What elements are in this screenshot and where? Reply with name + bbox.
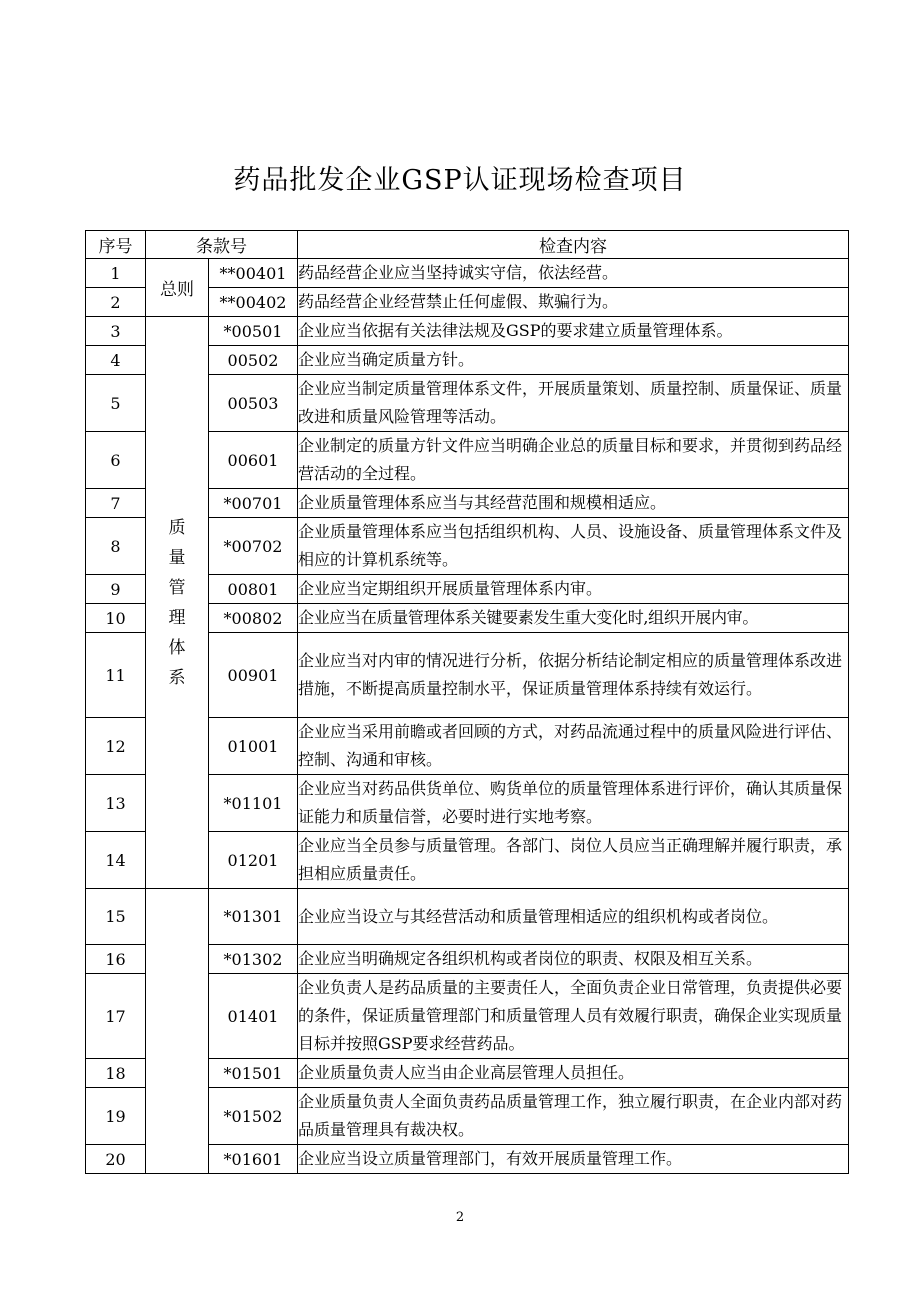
row-content: 企业应当确定质量方针。 <box>298 346 849 375</box>
row-content: 企业应当设立与其经营活动和质量管理相适应的组织机构或者岗位。 <box>298 889 849 945</box>
row-content: 企业应当对药品供货单位、购货单位的质量管理体系进行评价，确认其质量保证能力和质量信誉，必要时进行实地考察。 <box>298 775 849 832</box>
row-code: *01501 <box>209 1059 298 1088</box>
row-code: *00802 <box>209 604 298 633</box>
page-title: 药品批发企业GSP认证现场检查项目 <box>233 165 687 196</box>
row-seq: 8 <box>86 518 146 575</box>
page-number: 2 <box>455 1210 465 1225</box>
row-content: 企业应当采用前瞻或者回顾的方式，对药品流通过程中的质量风险进行评估、控制、沟通和审核。 <box>298 718 849 775</box>
row-content: 药品经营企业经营禁止任何虚假、欺骗行为。 <box>298 288 849 317</box>
row-seq: 12 <box>86 718 146 775</box>
row-code: **00402 <box>209 288 298 317</box>
row-code: *01101 <box>209 775 298 832</box>
row-code: 00801 <box>209 575 298 604</box>
row-seq: 4 <box>86 346 146 375</box>
row-code: 00503 <box>209 375 298 432</box>
inspection-table <box>85 230 849 1174</box>
row-seq: 9 <box>86 575 146 604</box>
row-content: 企业应当在质量管理体系关键要素发生重大变化时,组织开展内审。 <box>298 604 849 633</box>
row-code: 01001 <box>209 718 298 775</box>
row-code: *01601 <box>209 1145 298 1174</box>
row-content: 企业应当明确规定各组织机构或者岗位的职责、权限及相互关系。 <box>298 945 849 974</box>
row-content: 企业负责人是药品质量的主要责任人，全面负责企业日常管理，负责提供必要的条件，保证质量管理部门和质量管理人员有效履行职责，确保企业实现质量目标并按照GSP要求经营药品。 <box>298 974 849 1059</box>
category-general: 总则 <box>146 259 209 317</box>
row-content: 企业制定的质量方针文件应当明确企业总的质量目标和要求，并贯彻到药品经营活动的全过程。 <box>298 432 849 489</box>
row-seq: 18 <box>86 1059 146 1088</box>
row-content: 企业应当定期组织开展质量管理体系内审。 <box>298 575 849 604</box>
row-code: *01301 <box>209 889 298 945</box>
row-seq: 3 <box>86 317 146 346</box>
row-seq: 5 <box>86 375 146 432</box>
row-seq: 6 <box>86 432 146 489</box>
row-code: **00401 <box>209 259 298 288</box>
row-code: 00601 <box>209 432 298 489</box>
row-code: *00701 <box>209 489 298 518</box>
row-content: 企业应当依据有关法律法规及GSP的要求建立质量管理体系。 <box>298 317 849 346</box>
header-clause: 条款号 <box>146 231 298 259</box>
row-seq: 7 <box>86 489 146 518</box>
row-code: 01401 <box>209 974 298 1059</box>
row-content: 药品经营企业应当坚持诚实守信，依法经营。 <box>298 259 849 288</box>
row-seq: 16 <box>86 945 146 974</box>
category-qms <box>146 317 209 889</box>
row-content: 企业质量管理体系应当与其经营范围和规模相适应。 <box>298 489 849 518</box>
row-content: 企业应当设立质量管理部门，有效开展质量管理工作。 <box>298 1145 849 1174</box>
row-seq: 13 <box>86 775 146 832</box>
row-content: 企业应当对内审的情况进行分析，依据分析结论制定相应的质量管理体系改进措施，不断提高质量控制水平，保证质量管理体系持续有效运行。 <box>298 633 849 718</box>
row-code: *01302 <box>209 945 298 974</box>
row-seq: 20 <box>86 1145 146 1174</box>
header-content: 检查内容 <box>298 231 849 259</box>
row-content: 企业质量负责人应当由企业高层管理人员担任。 <box>298 1059 849 1088</box>
table-header-row <box>86 231 849 259</box>
row-seq: 1 <box>86 259 146 288</box>
row-seq: 19 <box>86 1088 146 1145</box>
row-code: 00901 <box>209 633 298 718</box>
row-seq: 10 <box>86 604 146 633</box>
row-code: 01201 <box>209 832 298 889</box>
row-content: 企业应当全员参与质量管理。各部门、岗位人员应当正确理解并履行职责，承担相应质量责任。 <box>298 832 849 889</box>
header-seq: 序号 <box>86 231 146 259</box>
row-content: 企业质量管理体系应当包括组织机构、人员、设施设备、质量管理体系文件及相应的计算机系统等。 <box>298 518 849 575</box>
row-code: *01502 <box>209 1088 298 1145</box>
row-code: 00502 <box>209 346 298 375</box>
row-seq: 14 <box>86 832 146 889</box>
table-row <box>86 889 849 945</box>
row-content: 企业应当制定质量管理体系文件，开展质量策划、质量控制、质量保证、质量改进和质量风险管理等活动。 <box>298 375 849 432</box>
category-blank <box>146 889 209 1174</box>
row-code: *00501 <box>209 317 298 346</box>
row-seq: 11 <box>86 633 146 718</box>
table-row <box>86 317 849 346</box>
row-content: 企业质量负责人全面负责药品质量管理工作，独立履行职责，在企业内部对药品质量管理具有裁决权。 <box>298 1088 849 1145</box>
row-code: *00702 <box>209 518 298 575</box>
category-qms-text: 质 量 管 理 体 系 <box>168 517 186 688</box>
row-seq: 2 <box>86 288 146 317</box>
table-row <box>86 259 849 288</box>
row-seq: 17 <box>86 974 146 1059</box>
row-seq: 15 <box>86 889 146 945</box>
